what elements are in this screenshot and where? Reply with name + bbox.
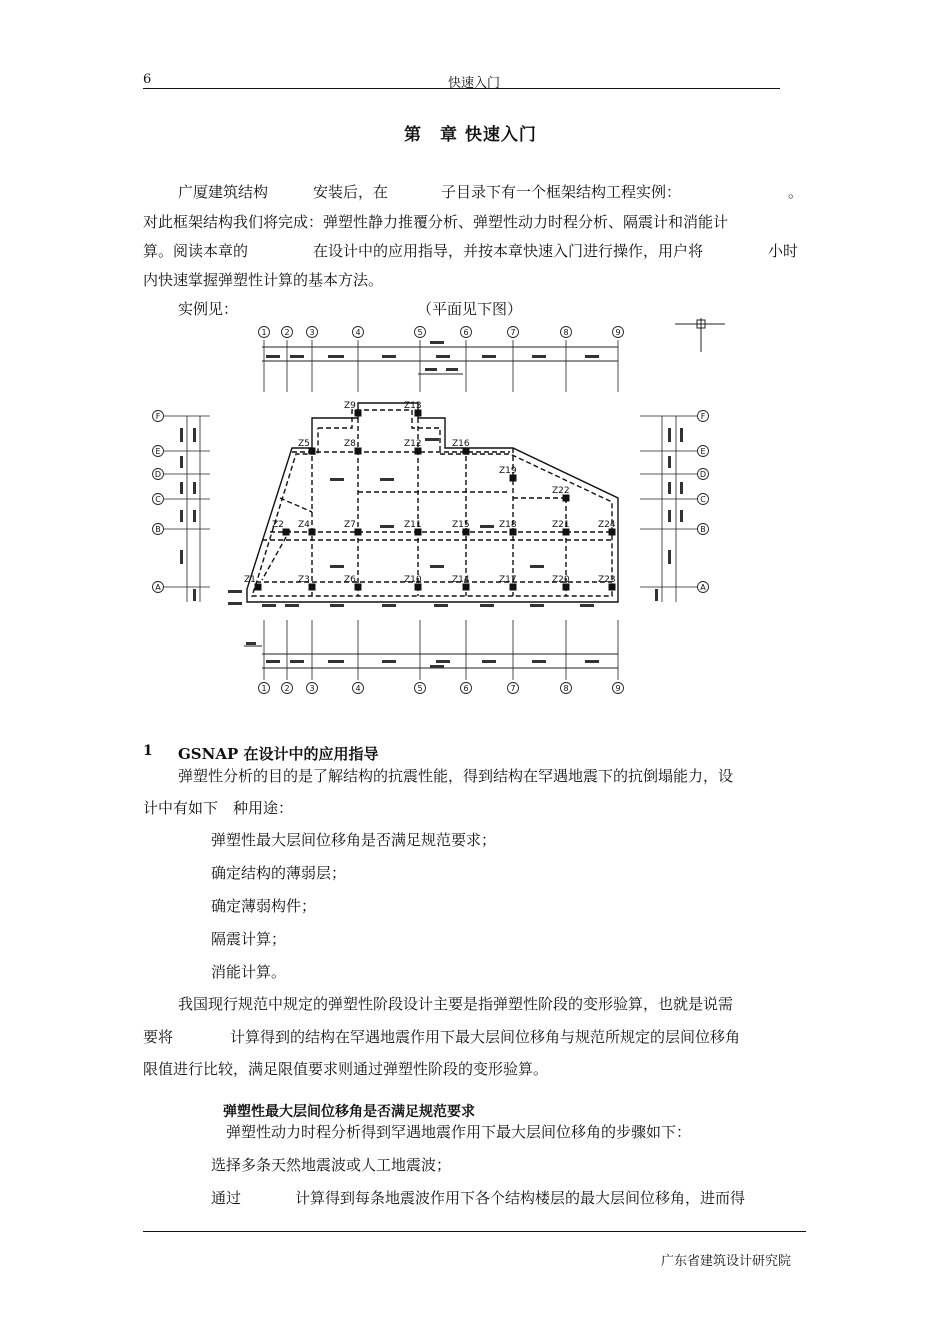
axis-bubble-label: E — [155, 447, 161, 456]
axis-bubble-label: 1 — [261, 684, 267, 693]
use-item: 确定薄弱构件； — [211, 897, 317, 915]
axis-bubble-label: A — [700, 583, 706, 592]
column-label: Z5 — [298, 439, 310, 449]
axis-bubble-label: 9 — [615, 684, 621, 693]
column-label: Z6 — [344, 575, 356, 585]
subsection-line1: 弹塑性动力时程分析得到罕遇地震作用下最大层间位移角的步骤如下： — [226, 1123, 692, 1141]
column-label: Z10 — [404, 575, 422, 585]
axis-bubble-label: 7 — [510, 328, 516, 337]
intro-line1-b: 安装后，在 — [313, 183, 389, 201]
column-label: Z20 — [552, 575, 570, 585]
column-label: Z9 — [344, 401, 356, 411]
column-label: Z12 — [404, 439, 422, 449]
section-para2-line2-b: 计算得到的结构在罕遇地震作用下最大层间位移角与规范所规定的层间位移角 — [230, 1028, 741, 1046]
column-label: Z16 — [452, 439, 470, 449]
column-label: Z18 — [499, 520, 517, 530]
subsection-title: 弹塑性最大层间位移角是否满足规范要求 — [223, 1104, 475, 1120]
section-para2-line1: 我国现行规范中规定的弹塑性阶段设计主要是指弹塑性阶段的变形验算，也就是说需 — [178, 995, 734, 1013]
column-label: Z23 — [598, 575, 616, 585]
axis-bubble-label: F — [155, 412, 161, 421]
axis-bubble-label: 8 — [563, 684, 569, 693]
running-header-title: 快速入门 — [448, 76, 501, 91]
footer-rule — [143, 1231, 806, 1232]
axis-bubble-label: F — [700, 412, 706, 421]
page-number: 6 — [143, 72, 152, 87]
intro-line3-b: 在设计中的应用指导，并按本章快速入门进行操作，用户将 — [313, 242, 704, 260]
column-label: Z15 — [452, 520, 470, 530]
axis-bubble-label: D — [699, 470, 707, 479]
header-rule — [143, 88, 780, 89]
axis-bubble-label: 3 — [309, 684, 315, 693]
use-item: 消能计算。 — [211, 963, 287, 981]
axis-bubble-label: 6 — [463, 684, 469, 693]
column-label: Z19 — [499, 466, 517, 476]
column-label: Z8 — [344, 439, 356, 449]
chapter-title: 第 章 快速入门 — [404, 125, 537, 145]
axis-bubble-label: 4 — [355, 684, 361, 693]
axis-bubble-label: 3 — [309, 328, 315, 337]
column-label: Z4 — [298, 520, 310, 530]
step-2-a: 通过 — [211, 1189, 242, 1207]
intro-line4: 内快速掌握弹塑性计算的基本方法。 — [143, 271, 384, 289]
axis-bubble-label: E — [700, 447, 706, 456]
example-note: （平面见下图） — [417, 300, 523, 318]
axis-bubble-label: 2 — [284, 684, 290, 693]
section-number: 1 — [143, 743, 153, 759]
example-label: 实例见： — [178, 300, 239, 318]
column-label: Z14 — [452, 575, 470, 585]
column-label: Z21 — [552, 520, 570, 530]
axis-bubble-label: B — [700, 525, 706, 534]
axis-bubble-label: C — [155, 495, 161, 504]
column-label: Z22 — [552, 486, 570, 496]
floor-plan-figure — [145, 318, 725, 703]
section-para1-line1: 弹塑性分析的目的是了解结构的抗震性能，得到结构在罕遇地震下的抗倒塌能力，设 — [178, 767, 734, 785]
column-label: Z2 — [272, 520, 284, 530]
axis-bubble-label: 6 — [463, 328, 469, 337]
intro-line3-c: 小时 — [768, 242, 799, 260]
use-item: 隔震计算； — [211, 930, 287, 948]
intro-line1-d: 。 — [788, 183, 804, 201]
axis-bubble-label: 5 — [417, 328, 423, 337]
column-label: Z7 — [344, 520, 356, 530]
column-label: Z3 — [298, 575, 310, 585]
section-title: GSNAP 在设计中的应用指导 — [178, 745, 379, 763]
intro-line1-a: 广厦建筑结构 — [178, 183, 269, 201]
axis-bubble-label: 4 — [355, 328, 361, 337]
axis-bubble-label: 8 — [563, 328, 569, 337]
axis-bubble-label: 1 — [261, 328, 267, 337]
intro-line3-a: 算。阅读本章的 — [143, 242, 249, 260]
axis-bubble-label: 7 — [510, 684, 516, 693]
use-item: 弹塑性最大层间位移角是否满足规范要求； — [211, 831, 497, 849]
axis-bubble-label: 5 — [417, 684, 423, 693]
footer-organization: 广东省建筑设计研究院 — [661, 1254, 792, 1269]
axis-bubble-label: 2 — [284, 328, 290, 337]
step-2-b: 计算得到每条地震波作用下各个结构楼层的最大层间位移角，进而得 — [295, 1189, 746, 1207]
section-para2-line2-a: 要将 — [143, 1028, 174, 1046]
axis-bubble-label: D — [154, 470, 162, 479]
axis-bubble-label: A — [155, 583, 161, 592]
section-para1-line2: 计中有如下 种用途： — [143, 799, 294, 817]
column-label: Z13 — [404, 401, 422, 411]
column-label: Z24 — [598, 520, 616, 530]
column-label: Z17 — [499, 575, 517, 585]
column-label: Z1 — [244, 575, 256, 585]
intro-line2: 对此框架结构我们将完成：弹塑性静力推覆分析、弹塑性动力时程分析、隔震计和消能计 — [143, 213, 729, 231]
use-item: 确定结构的薄弱层； — [211, 864, 347, 882]
section-para2-line3: 限值进行比较，满足限值要求则通过弹塑性阶段的变形验算。 — [143, 1060, 549, 1078]
axis-bubble-label: C — [700, 495, 706, 504]
step-1: 选择多条天然地震波或人工地震波； — [211, 1156, 452, 1174]
column-label: Z11 — [404, 520, 422, 530]
axis-bubble-label: B — [155, 525, 161, 534]
axis-bubble-label: 9 — [615, 328, 621, 337]
intro-line1-c: 子目录下有一个框架结构工程实例： — [441, 183, 682, 201]
